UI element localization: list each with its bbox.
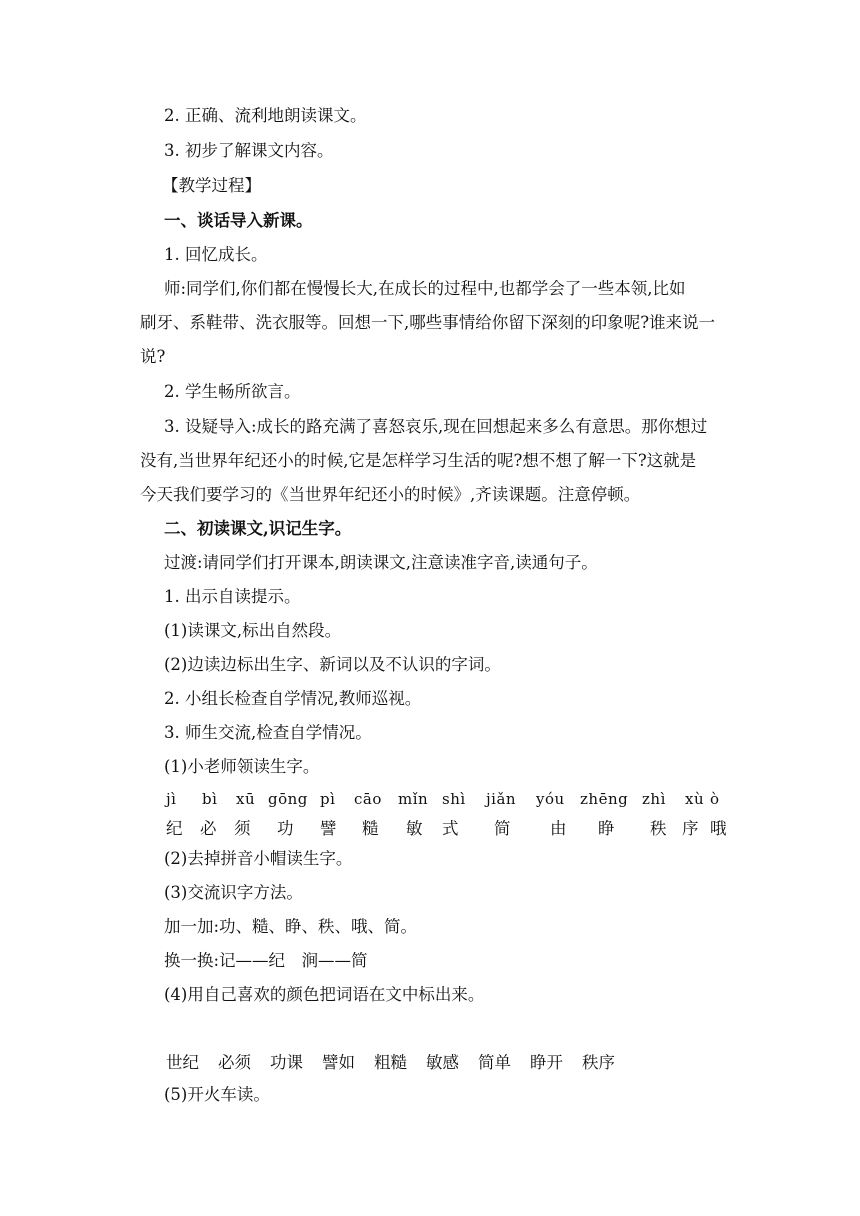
pinyin-item: xū bbox=[236, 790, 256, 808]
character-item: 譬 bbox=[320, 819, 337, 838]
pinyin-item: yóu bbox=[536, 790, 565, 808]
goal-2: 2. 正确、流利地朗读课文。 bbox=[164, 106, 367, 125]
section2-step1: 1. 出示自读提示。 bbox=[164, 587, 301, 606]
section1-step1: 1. 回忆成长。 bbox=[164, 245, 268, 264]
add-method: 加一加:功、糙、睁、秩、哦、简。 bbox=[164, 917, 418, 936]
step3-line-3: 今天我们要学习的《当世界年纪还小的时候》,齐读课题。注意停顿。 bbox=[140, 485, 641, 504]
section2-sub2: (2)边读边标出生字、新词以及不认识的字词。 bbox=[164, 655, 501, 674]
word-item: 粗糙 bbox=[374, 1053, 407, 1072]
step3-line-2: 没有,当世界年纪还小的时候,它是怎样学习生活的呢?想不想了解一下?这就是 bbox=[140, 451, 697, 470]
section2-title: 二、初读课文,识记生字。 bbox=[164, 519, 352, 538]
pinyin-item: ò bbox=[710, 790, 720, 808]
pinyin-item: zhēng bbox=[580, 790, 629, 808]
teacher-line-2: 刷牙、系鞋带、洗衣服等。回想一下,哪些事情给你留下深刻的印象呢?谁来说一 bbox=[140, 313, 716, 332]
pinyin-item: jì bbox=[166, 790, 177, 808]
word-item: 功课 bbox=[270, 1053, 303, 1072]
section2-sub3-2: (2)去掉拼音小帽读生字。 bbox=[164, 849, 353, 868]
teacher-line-1: 师:同学们,你们都在慢慢长大,在成长的过程中,也都学会了一些本领,比如 bbox=[164, 279, 686, 298]
section2-transition: 过渡:请同学们打开课本,朗读课文,注意读准字音,读通句子。 bbox=[164, 553, 598, 572]
section2-step2: 2. 小组长检查自学情况,教师巡视。 bbox=[164, 689, 422, 708]
goal-3: 3. 初步了解课文内容。 bbox=[164, 141, 334, 160]
pinyin-item: mǐn bbox=[398, 790, 429, 808]
pinyin-item: bì bbox=[202, 790, 218, 808]
swap-method: 换一换:记——纪 涧——简 bbox=[164, 951, 368, 970]
character-item: 简 bbox=[494, 819, 511, 838]
character-item: 敏 bbox=[406, 819, 423, 838]
word-item: 譬如 bbox=[322, 1053, 355, 1072]
pinyin-item: zhì bbox=[642, 790, 666, 808]
character-item: 哦 bbox=[710, 819, 727, 838]
character-item: 睁 bbox=[598, 819, 615, 838]
word-item: 世纪 bbox=[166, 1053, 199, 1072]
section2-sub3-1: (1)小老师领读生字。 bbox=[164, 757, 320, 776]
pinyin-item: cāo bbox=[354, 790, 382, 808]
character-item: 序 bbox=[682, 819, 699, 838]
section2-sub3-5: (5)开火车读。 bbox=[164, 1085, 270, 1104]
character-item: 秩 bbox=[650, 819, 667, 838]
word-item: 必须 bbox=[218, 1053, 251, 1072]
pinyin-item: pì bbox=[320, 790, 336, 808]
character-item: 由 bbox=[550, 819, 567, 838]
section1-step2: 2. 学生畅所欲言。 bbox=[164, 382, 301, 401]
section1-title: 一、谈话导入新课。 bbox=[164, 211, 313, 230]
character-item: 功 bbox=[277, 819, 294, 838]
section2-sub1: (1)读课文,标出自然段。 bbox=[164, 621, 342, 640]
character-item: 式 bbox=[442, 819, 459, 838]
word-item: 敏感 bbox=[426, 1053, 459, 1072]
section2-step3: 3. 师生交流,检查自学情况。 bbox=[164, 723, 372, 742]
character-item: 必 bbox=[200, 819, 217, 838]
pinyin-item: jiǎn bbox=[486, 790, 517, 808]
process-heading: 【教学过程】 bbox=[162, 176, 261, 195]
word-item: 简单 bbox=[478, 1053, 511, 1072]
character-row bbox=[164, 815, 744, 837]
pinyin-item: xù bbox=[685, 790, 705, 808]
pinyin-item: shì bbox=[442, 790, 466, 808]
section2-sub3-4: (4)用自己喜欢的颜色把词语在文中标出来。 bbox=[164, 985, 485, 1004]
character-item: 纪 bbox=[166, 819, 183, 838]
character-item: 须 bbox=[234, 819, 251, 838]
teacher-line-3: 说? bbox=[140, 347, 166, 366]
section2-sub3-3: (3)交流识字方法。 bbox=[164, 883, 303, 902]
step3-line-1: 3. 设疑导入:成长的路充满了喜怒哀乐,现在回想起来多么有意思。那你想过 bbox=[164, 417, 708, 436]
pinyin-row bbox=[164, 790, 744, 812]
character-item: 糙 bbox=[362, 819, 379, 838]
pinyin-item: gōng bbox=[268, 790, 308, 808]
word-item: 秩序 bbox=[582, 1053, 615, 1072]
word-item: 睁开 bbox=[530, 1053, 563, 1072]
